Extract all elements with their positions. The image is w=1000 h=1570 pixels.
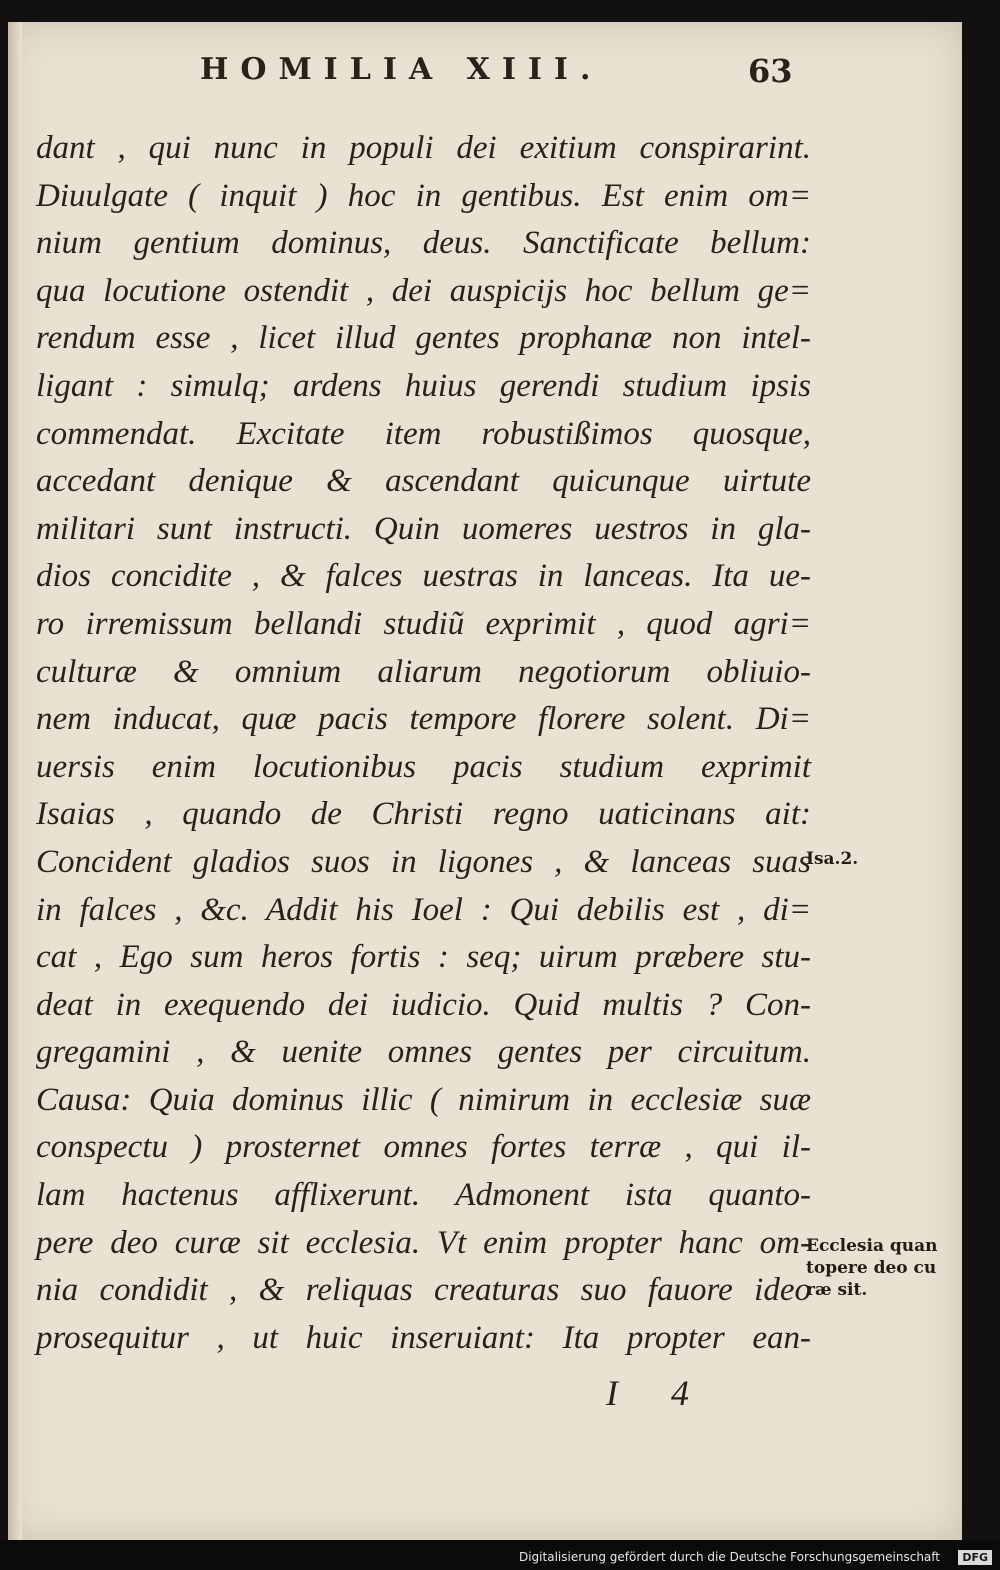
page-number: 63 xyxy=(748,52,793,90)
signature-mark: I 4 xyxy=(606,1373,711,1413)
text-line: dant , qui nunc in populi dei exitium conspirarint. xyxy=(36,130,811,166)
text-line: pere deo curæ sit ecclesia. Vt enim propter hanc om- xyxy=(36,1224,811,1261)
funding-credit: Digitalisierung gefördert durch die Deutsche Forschungsgemeinschaft xyxy=(518,1550,940,1564)
text-line: ligant : simulq; ardens huius gerendi studium ipsis xyxy=(36,367,811,404)
text-line: accedant denique & ascendant quicunque uirtute xyxy=(36,463,811,500)
text-line: lam hactenus afflixerunt. Admonent ista quanto- xyxy=(36,1177,811,1214)
body-text xyxy=(36,125,811,1362)
margin-note-line: topere deo cu xyxy=(806,1258,937,1278)
text-line: culturæ & omnium aliarum negotiorum obliuio- xyxy=(36,653,811,690)
text-line: dios concidite , & falces uestras in lanceas. Ita ue- xyxy=(36,558,811,595)
text-line: uersis enim locutionibus pacis studium exprimit xyxy=(36,748,811,785)
text-line: Diuulgate ( inquit ) hoc in gentibus. Est enim om= xyxy=(36,177,811,214)
dfg-logo: DFG xyxy=(958,1550,992,1565)
text-line: commendat. Excitate item robustißimos quosque, xyxy=(36,415,811,452)
margin-note-ecclesia xyxy=(806,1235,938,1301)
margin-note-line: ræ sit. xyxy=(806,1280,868,1300)
text-line: prosequitur , ut huic inseruiant: Ita propter ean- xyxy=(36,1319,811,1356)
text-line: deat in exequendo dei iudicio. Quid multis ? Con- xyxy=(36,986,811,1023)
text-line: cat , Ego sum heros fortis : seq; uirum præbere stu- xyxy=(36,939,811,976)
text-line: conspectu ) prosternet omnes fortes terræ , qui il- xyxy=(36,1129,811,1166)
text-line: in falces , &c. Addit his Ioel : Qui debilis est , di= xyxy=(36,891,811,928)
margin-note-isaiah: Isa.2. xyxy=(806,849,859,869)
text-line: Causa: Quia dominus illic ( nimirum in ecclesiæ suæ xyxy=(36,1081,811,1118)
text-line: rendum esse , licet illud gentes prophanæ non intel- xyxy=(36,320,811,357)
text-line: nia condidit , & reliquas creaturas suo fauore ideo xyxy=(36,1272,811,1309)
text-line: nium gentium dominus, deus. Sanctificate bellum: xyxy=(36,225,811,262)
footer-bar xyxy=(0,1540,1000,1570)
margin-note-line: Ecclesia quan xyxy=(806,1236,938,1256)
text-line: Isaias , quando de Christi regno uaticinans ait: xyxy=(36,796,811,833)
running-title: HOMILIA XIII. xyxy=(200,52,603,87)
page-gutter xyxy=(8,22,22,1540)
text-line: gregamini , & uenite omnes gentes per circuitum. xyxy=(36,1034,811,1071)
text-line: Concident gladios suos in ligones , & lanceas suas xyxy=(36,843,811,880)
page-header xyxy=(200,52,800,102)
text-line: nem inducat, quæ pacis tempore florere solent. Di= xyxy=(36,701,811,738)
text-line: qua locutione ostendit , dei auspicijs hoc bellum ge= xyxy=(36,272,811,309)
text-line: ro irremissum bellandi studiũ exprimit , quod agri= xyxy=(36,605,811,642)
text-line: militari sunt instructi. Quin uomeres uestros in gla- xyxy=(36,510,811,547)
